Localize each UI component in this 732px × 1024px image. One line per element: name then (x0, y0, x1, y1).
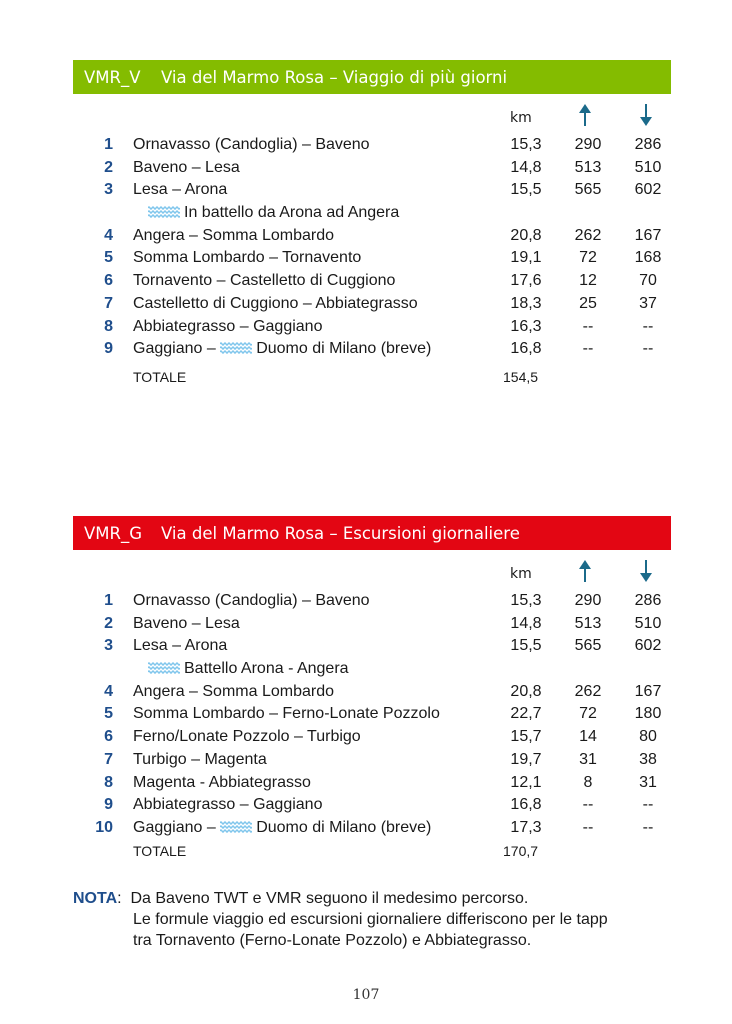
stage-ascent: 565 (574, 637, 602, 655)
stage-descent: 286 (634, 592, 662, 609)
stage-ascent: 513 (574, 158, 602, 176)
stage-number: 1 (104, 592, 113, 609)
section-title: Via del Marmo Rosa – Viaggio di più giorni (161, 67, 508, 87)
stage-number: 2 (104, 614, 113, 632)
stage-route: Magenta - Abbiategrasso (133, 773, 311, 791)
stage-row (73, 293, 671, 316)
total-label: TOTALE (133, 842, 187, 859)
section-title: Via del Marmo Rosa – Escursioni giornaliere (161, 523, 520, 543)
stage-km: 14,8 (510, 614, 542, 632)
stage-route: Ornavasso (Candoglia) – Baveno (133, 592, 370, 609)
stage-ascent: 14 (579, 728, 597, 746)
ferry-text: In battello da Arona ad Angera (184, 204, 400, 222)
arrow-up-icon (578, 104, 592, 126)
stage-km: 15,3 (510, 136, 542, 153)
stage-route: Baveno – Lesa (133, 158, 240, 176)
stage-km: 19,1 (510, 249, 542, 267)
stage-number: 5 (104, 705, 113, 723)
stage-descent: -- (642, 317, 654, 335)
section-code: VMR_V (84, 67, 141, 87)
stage-number: 3 (104, 181, 113, 199)
stage-route: Castelletto di Cuggiono – Abbiategrasso (133, 294, 418, 312)
boat-waves-icon (148, 205, 180, 219)
km-header: km (510, 110, 532, 126)
stage-descent: 70 (639, 272, 657, 290)
stage-km: 15,7 (510, 728, 542, 746)
stage-number: 8 (104, 317, 113, 335)
stage-route: Ornavasso (Candoglia) – Baveno (133, 136, 370, 153)
stage-row (73, 794, 671, 817)
stage-number: 6 (104, 272, 113, 290)
stage-descent: 168 (634, 249, 662, 267)
stage-descent: 167 (634, 226, 662, 244)
stage-descent: -- (642, 818, 654, 836)
stage-number: 10 (95, 818, 113, 836)
note-text-1: Da Baveno TWT e VMR seguono il medesimo percorso. (130, 890, 529, 907)
stage-row (73, 613, 671, 636)
stage-route: Ferno/Lonate Pozzolo – Turbigo (133, 728, 361, 746)
stage-descent: 286 (634, 136, 662, 153)
stage-route (133, 338, 431, 361)
stage-number: 4 (104, 682, 113, 700)
stage-descent: -- (642, 796, 654, 814)
stage-number: 9 (104, 340, 113, 358)
stage-km: 20,8 (510, 682, 542, 700)
stage-ascent: 25 (579, 294, 597, 312)
stage-route-end: Duomo di Milano (breve) (256, 818, 432, 836)
stage-number: 5 (104, 249, 113, 267)
stage-km: 19,7 (510, 750, 542, 768)
stage-number: 2 (104, 158, 113, 176)
stage-route (133, 817, 431, 840)
stage-ascent: -- (582, 340, 594, 358)
stage-ascent: 290 (574, 592, 602, 609)
stage-route: Lesa – Arona (133, 181, 228, 199)
note-text-3: tra Tornavento (Ferno-Lonate Pozzolo) e Abbiategrasso. (133, 932, 532, 949)
stage-row (73, 134, 671, 157)
stage-number: 4 (104, 226, 113, 244)
stage-ascent: 31 (579, 750, 597, 768)
column-headers (73, 94, 671, 134)
stage-descent: 510 (634, 614, 662, 632)
note-line-1: NOTA: Da Baveno TWT e VMR seguono il medesimo percorso. (73, 890, 529, 907)
stage-km: 17,6 (510, 272, 542, 290)
stage-route: Angera – Somma Lombardo (133, 226, 334, 244)
stage-ascent: 262 (574, 682, 602, 700)
stage-row (73, 817, 671, 840)
stage-ascent: -- (582, 317, 594, 335)
stage-ascent: 290 (574, 136, 602, 153)
section-vmr-v (73, 60, 671, 391)
stage-ascent: 262 (574, 226, 602, 244)
stage-route: Abbiategrasso – Gaggiano (133, 796, 323, 814)
stage-number: 3 (104, 637, 113, 655)
stage-ascent: 72 (579, 705, 597, 723)
stage-row (73, 247, 671, 270)
stage-number: 7 (104, 750, 113, 768)
stage-km: 15,5 (510, 637, 542, 655)
total-row (73, 840, 671, 866)
total-km: 154,5 (503, 368, 539, 385)
stage-descent: 167 (634, 682, 662, 700)
stage-ascent: -- (582, 796, 594, 814)
note-label: NOTA (73, 890, 118, 907)
stage-row (73, 726, 671, 749)
ferry-row (73, 202, 671, 225)
page-number: 107 (352, 987, 380, 1003)
stage-row (73, 338, 671, 361)
stage-route: Turbigo – Magenta (133, 750, 267, 768)
stage-ascent: 565 (574, 181, 602, 199)
arrow-down-icon (639, 560, 653, 582)
stage-ascent: 12 (579, 272, 597, 290)
stage-descent: 510 (634, 158, 662, 176)
total-km: 170,7 (503, 842, 539, 859)
stage-descent: 31 (639, 773, 657, 791)
stage-descent: 602 (634, 181, 662, 199)
section-header (73, 60, 671, 94)
stage-route-start: Gaggiano – (133, 340, 216, 358)
ferry-note (148, 202, 399, 225)
stage-row (73, 635, 671, 658)
stage-route: Tornavento – Castelletto di Cuggiono (133, 272, 396, 290)
boat-waves-icon (148, 661, 180, 675)
stage-descent: 180 (634, 705, 662, 723)
stage-row (73, 157, 671, 180)
arrow-up-icon (578, 560, 592, 582)
stage-row (73, 316, 671, 339)
stage-row (73, 225, 671, 248)
ferry-text: Battello Arona - Angera (184, 660, 349, 678)
stage-row (73, 270, 671, 293)
stage-descent: 37 (639, 294, 657, 312)
stage-route: Somma Lombardo – Ferno-Lonate Pozzolo (133, 705, 440, 723)
boat-waves-icon (220, 820, 252, 834)
stage-route: Somma Lombardo – Tornavento (133, 249, 362, 267)
stage-ascent: 8 (583, 773, 593, 791)
section-code: VMR_G (84, 523, 143, 543)
stage-route: Angera – Somma Lombardo (133, 682, 334, 700)
stage-route: Abbiategrasso – Gaggiano (133, 317, 323, 335)
km-header: km (510, 566, 532, 582)
stage-km: 15,5 (510, 181, 542, 199)
arrow-down-icon (639, 104, 653, 126)
stage-km: 16,8 (510, 796, 542, 814)
ferry-note (148, 658, 349, 681)
stage-km: 16,3 (510, 317, 542, 335)
stage-number: 7 (104, 294, 113, 312)
stage-route: Baveno – Lesa (133, 614, 240, 632)
stage-ascent: -- (582, 818, 594, 836)
note-block (73, 888, 693, 951)
stage-descent: 38 (639, 750, 657, 768)
total-row (73, 361, 671, 391)
stage-ascent: 513 (574, 614, 602, 632)
stage-row (73, 590, 671, 613)
stage-km: 20,8 (510, 226, 542, 244)
stage-number: 8 (104, 773, 113, 791)
stage-row (73, 749, 671, 772)
stage-descent: 602 (634, 637, 662, 655)
stage-km: 22,7 (510, 705, 542, 723)
stage-list (73, 590, 671, 840)
stage-km: 16,8 (510, 340, 542, 358)
boat-waves-icon (220, 341, 252, 355)
section-header (73, 516, 671, 550)
note-text-2: Le formule viaggio ed escursioni giornaliere differiscono per le tapp (133, 911, 608, 928)
stage-route: Lesa – Arona (133, 637, 228, 655)
stage-ascent: 72 (579, 249, 597, 267)
stage-descent: -- (642, 340, 654, 358)
stage-route-end: Duomo di Milano (breve) (256, 340, 432, 358)
stage-number: 6 (104, 728, 113, 746)
stage-km: 18,3 (510, 294, 542, 312)
stage-km: 15,3 (510, 592, 542, 609)
total-label: TOTALE (133, 368, 187, 385)
stage-km: 12,1 (510, 773, 542, 791)
stage-row (73, 772, 671, 795)
stage-number: 9 (104, 796, 113, 814)
ferry-row (73, 658, 671, 681)
stage-row (73, 681, 671, 704)
stage-descent: 80 (639, 728, 657, 746)
stage-route-start: Gaggiano – (133, 818, 216, 836)
stage-list (73, 134, 671, 361)
stage-row (73, 179, 671, 202)
stage-km: 17,3 (510, 818, 542, 836)
stage-number: 1 (104, 136, 113, 153)
stage-km: 14,8 (510, 158, 542, 176)
stage-row (73, 703, 671, 726)
section-vmr-g (73, 516, 671, 866)
column-headers (73, 550, 671, 590)
